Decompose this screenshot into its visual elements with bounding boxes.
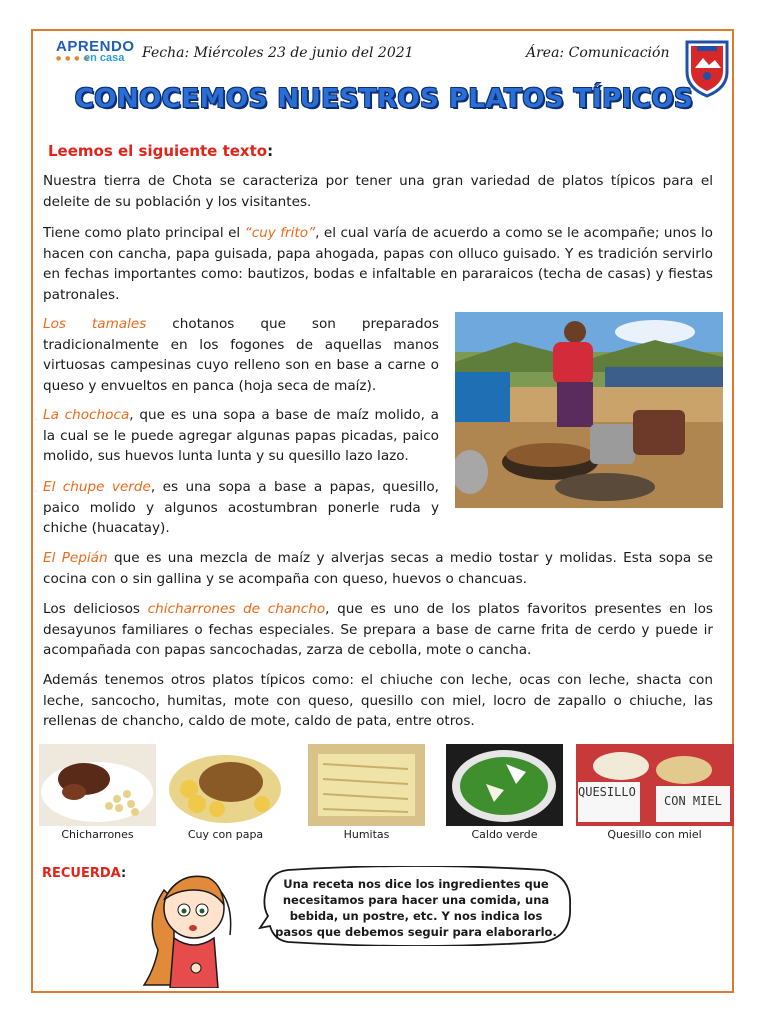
caption-caldo-verde: Caldo verde <box>471 828 538 841</box>
cuy-con-papa-photo <box>167 744 284 826</box>
paragraph-otros <box>43 670 713 732</box>
p2-highlight: “cuy frito” <box>244 225 316 241</box>
girl-illustration <box>134 860 249 988</box>
cooking-woman-photo <box>455 312 723 508</box>
p6-text: que es una mezcla de maíz y alverjas secas a medio tostar y molidas. Esta sopa se cocina con o sin gallina y se acompaña con queso, huevos o chancuas. <box>43 550 713 587</box>
aprendo-logo-sub: en casa <box>84 52 125 64</box>
recuerda-colon: : <box>120 866 127 881</box>
header <box>56 38 736 78</box>
paragraph-cuy <box>43 223 713 305</box>
paragraph-chupe <box>43 477 439 539</box>
p5-text: , es una sopa a base a papas, quesillo, paico molido y algunos acostumbran ponerle ruda y chiche (huacatay). <box>43 479 439 536</box>
paragraph-chochoca <box>43 405 439 467</box>
p2-text-a: Tiene como plato principal el <box>43 225 245 241</box>
p7-text-b: , que es uno de los platos favoritos presentes en los desayunos familiares o fechas especiales. Se prepara a base de carne frita de cerdo y puede ir acompañada con papas sancochadas, zarza de cebolla, mote o cancha. <box>43 601 713 658</box>
chicharrones-photo <box>39 744 156 826</box>
caption-chicharrones: Chicharrones <box>61 828 134 841</box>
date-line: Fecha: Miércoles 23 de junio del 2021 <box>142 45 414 61</box>
p3-highlight: Los tamales <box>43 316 147 332</box>
recuerda-label <box>42 866 126 881</box>
caption-humitas: Humitas <box>343 828 390 841</box>
recuerda-text: RECUERDA <box>42 866 121 881</box>
page-title: CONOCEMOS NUESTROS PLATOS TÍPICOS <box>74 84 694 114</box>
p6-highlight: El Pepián <box>43 550 108 566</box>
aprendo-logo: APRENDO <box>56 38 135 55</box>
p8-text: Además tenemos otros platos típicos como: el chiuche con leche, ocas con leche, shacta con leche, sancocho, humitas, mote con queso, quesillo con miel, locro de zapallo o chiuche, las rellenas de chancho, caldo de mote, caldo de pata, entre otros. <box>43 672 713 729</box>
p4-highlight: La chochoca <box>43 407 130 423</box>
caption-cuy: Cuy con papa <box>187 828 264 841</box>
p7-text-a: Los deliciosos <box>43 601 148 617</box>
paragraph-chicharrones <box>43 599 713 661</box>
subtitle-text: Leemos el siguiente texto <box>48 142 268 160</box>
recuerda-bubble-text: Una receta nos dice los ingredientes que necesitamos para hacer una comida, una bebida, un postre, etc. Y nos indica los pasos que debemos seguir para elaborarlo. <box>275 877 557 939</box>
p3-text: chotanos que son preparados tradicionalmente en los fogones de aquellas manos virtuosas campesinas cuyo relleno son en base a carne o queso y envueltos en panca (hoja seca de maíz). <box>43 316 440 394</box>
paragraph-tamales <box>43 314 439 396</box>
photo-label-quesillo: QUESILLO <box>578 785 636 799</box>
paragraph-intro <box>43 171 713 212</box>
p5-highlight: El chupe verde <box>43 479 151 495</box>
humitas-photo <box>308 744 425 826</box>
subtitle-colon: : <box>267 142 274 160</box>
photo-label-con-miel: CON MIEL <box>664 794 722 808</box>
p4-text: , que es una sopa a base de maíz molido, a la cual se le puede agregar algunas papas picadas, paico molido, sus huevos lunta lunta y su quesillo lazo lazo. <box>43 407 439 464</box>
subject-area: Área: Comunicación <box>526 45 670 61</box>
logo-dots: ● ● ● ● <box>56 55 90 62</box>
caption-quesillo: Quesillo con miel <box>607 828 702 841</box>
section-subtitle <box>48 142 273 160</box>
p7-highlight: chicharrones de chancho <box>147 601 326 617</box>
caldo-verde-photo <box>446 744 563 826</box>
p1-text: Nuestra tierra de Chota se caracteriza por tener una gran variedad de platos típicos para el deleite de su población y los visitantes. <box>43 173 713 210</box>
paragraph-pepian <box>43 548 713 589</box>
p2-text-b: , el cual varía de acuerdo a como se le acompañe; unos lo hacen con cancha, papa guisada, papa ahogada, papas con olluco guisado. Y es tradición servirlo en fechas importantes como: bautizos, bodas e infaltable en pararaicos (techa de casas) y fiestas patronales. <box>43 225 713 303</box>
